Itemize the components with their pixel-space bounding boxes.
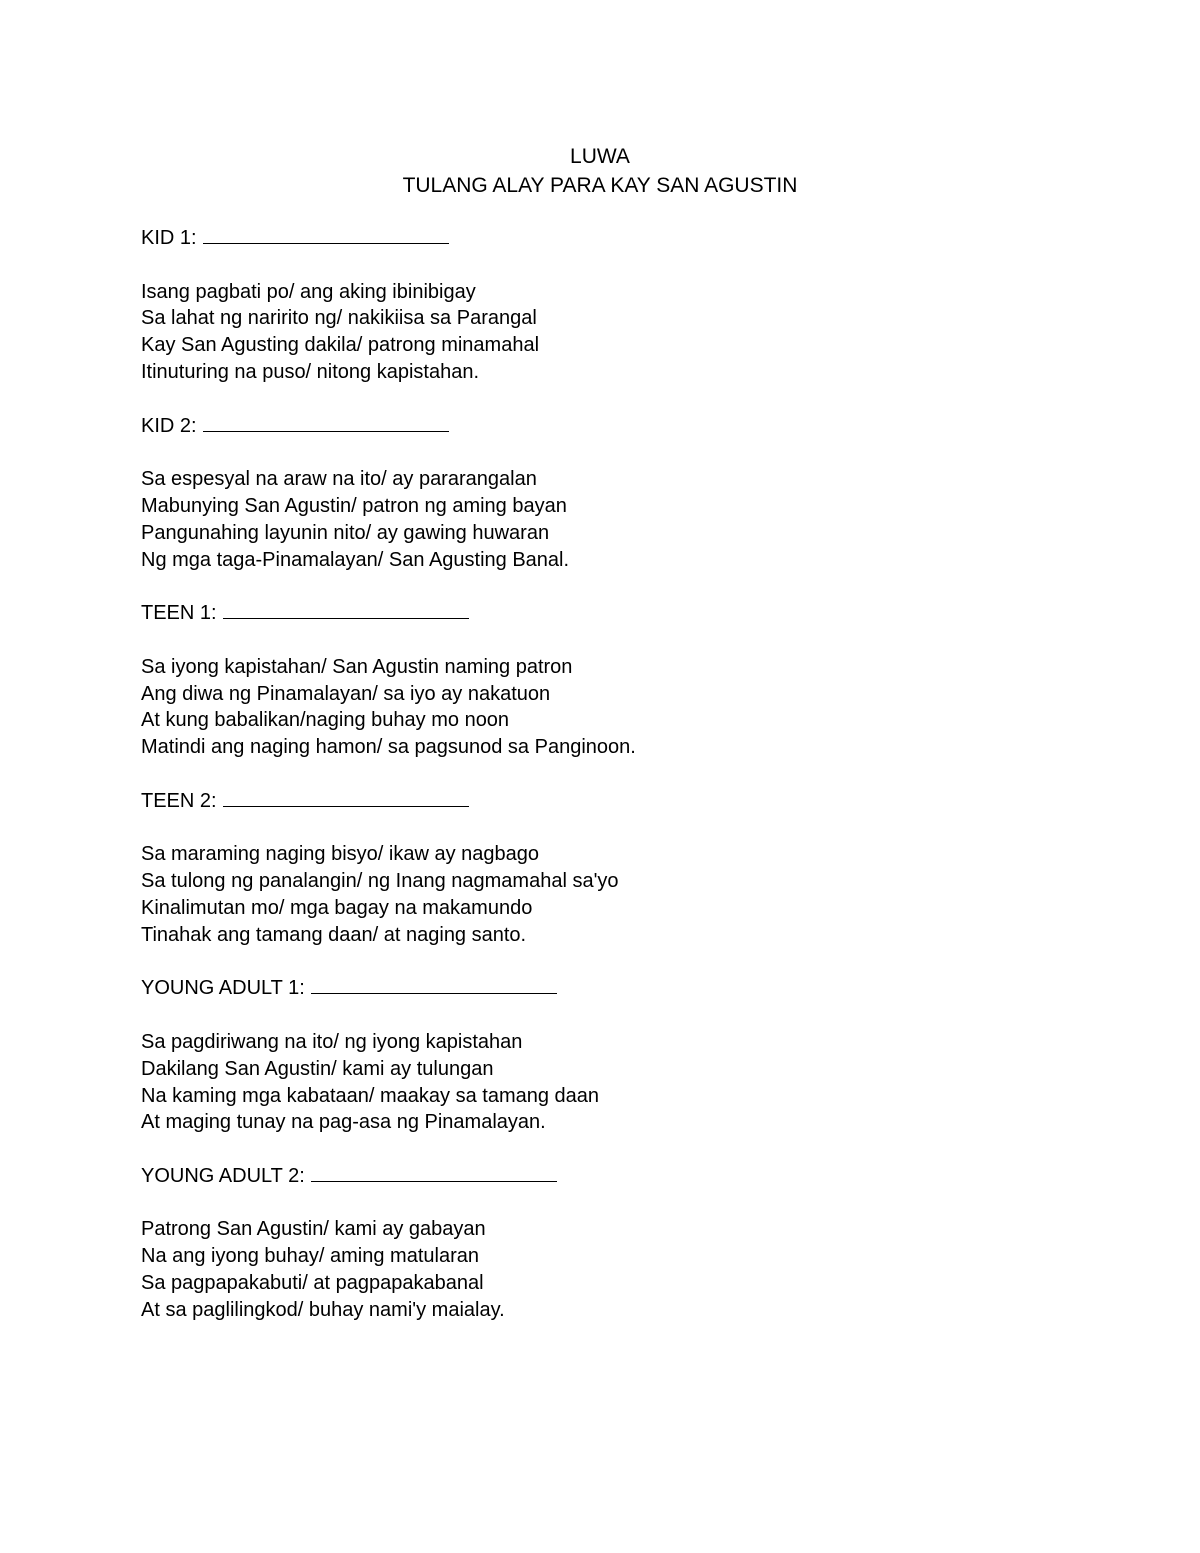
speaker-label: TEEN 1:	[141, 602, 217, 625]
verse-line: Ng mga taga-Pinamalayan/ San Agusting Banal.	[141, 548, 570, 571]
speaker-line	[141, 600, 1041, 627]
verse-line: At kung babalikan/naging buhay mo noon	[141, 709, 510, 732]
speaker-line	[141, 975, 1041, 1002]
stanza-young-adult-1	[141, 975, 1041, 1136]
stanza-kid-1	[141, 225, 1041, 386]
verse-line: Mabunying San Agustin/ patron ng aming bayan	[141, 494, 567, 517]
verse-line: Sa pagpapakabuti/ at pagpapakabanal	[141, 1272, 484, 1295]
verse-line: Dakilang San Agustin/ kami ay tulungan	[141, 1057, 494, 1080]
title-block	[0, 142, 1200, 200]
speaker-label: KID 1:	[141, 227, 197, 249]
verse-line: Matindi ang naging hamon/ sa pagsunod sa Panginoon.	[141, 736, 636, 759]
verse-line: Kinalimutan mo/ mga bagay na makamundo	[141, 896, 533, 919]
verse-line: Patrong San Agustin/ kami ay gabayan	[141, 1218, 486, 1241]
verse-line: Isang pagbati po/ ang aking ibinibigay	[141, 280, 476, 303]
stanza-teen-2	[141, 788, 1041, 949]
stanza-kid-2	[141, 413, 1041, 574]
name-blank-line	[311, 1164, 557, 1182]
name-blank-line	[203, 226, 449, 244]
speaker-label: YOUNG ADULT 2:	[141, 1164, 305, 1187]
speaker-line	[141, 788, 1041, 815]
name-blank-line	[311, 976, 557, 994]
verse-line: Sa pagdiriwang na ito/ ng iyong kapistahan	[141, 1030, 523, 1053]
speaker-line	[141, 225, 1041, 252]
stanza-teen-1	[141, 600, 1041, 761]
verse-line: Tinahak ang tamang daan/ at naging santo.	[141, 923, 527, 946]
poem-body	[141, 225, 1041, 1324]
speaker-label: KID 2:	[141, 414, 197, 437]
document-subtitle: TULANG ALAY PARA KAY SAN AGUSTIN	[402, 174, 798, 197]
speaker-line	[141, 1163, 1041, 1190]
verse-line: Sa lahat ng naririto ng/ nakikiisa sa Parangal	[141, 307, 537, 330]
verse-line: Ang diwa ng Pinamalayan/ sa iyo ay nakatuon	[141, 682, 551, 705]
name-blank-line	[223, 789, 469, 807]
document-title: LUWA	[570, 145, 630, 168]
verse-line: Sa maraming naging bisyo/ ikaw ay nagbago	[141, 843, 540, 866]
verse-line: Kay San Agusting dakila/ patrong minamahal	[141, 334, 540, 357]
verse-line: At sa paglilingkod/ buhay nami'y maialay.	[141, 1298, 505, 1321]
speaker-label: TEEN 2:	[141, 789, 217, 812]
verse-line: Sa tulong ng panalangin/ ng Inang nagmamahal sa'yo	[141, 870, 619, 893]
speaker-label: YOUNG ADULT 1:	[141, 977, 305, 1000]
name-blank-line	[223, 601, 469, 619]
speaker-line	[141, 413, 1041, 440]
verse-line: Na ang iyong buhay/ aming matularan	[141, 1245, 479, 1268]
verse-line: Itinuturing na puso/ nitong kapistahan.	[141, 360, 480, 383]
verse-line: Na kaming mga kabataan/ maakay sa tamang daan	[141, 1084, 600, 1107]
stanza-young-adult-2	[141, 1163, 1041, 1324]
verse-line: Sa espesyal na araw na ito/ ay pararangalan	[141, 468, 537, 491]
verse-line: Sa iyong kapistahan/ San Agustin naming patron	[141, 655, 573, 678]
verse-line: Pangunahing layunin nito/ ay gawing huwaran	[141, 521, 550, 544]
verse-line: At maging tunay na pag-asa ng Pinamalayan.	[141, 1111, 546, 1134]
name-blank-line	[203, 414, 449, 432]
